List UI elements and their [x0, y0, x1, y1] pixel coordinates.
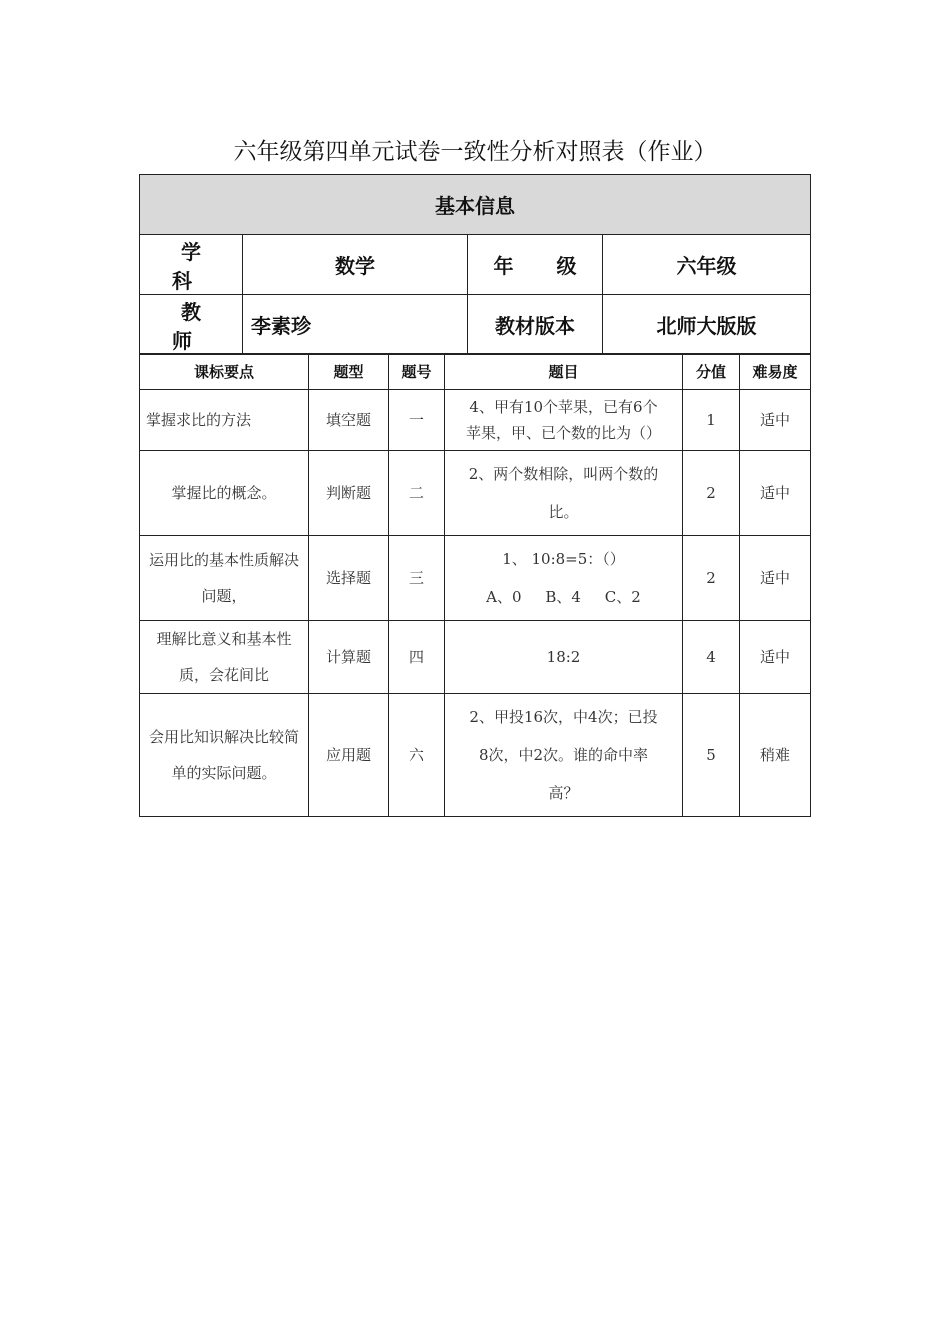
question-cell [445, 694, 683, 817]
basic-info-header: 基本信息 [140, 175, 811, 235]
score-cell: 4 [683, 621, 740, 694]
grade-value: 六年级 [603, 235, 811, 295]
score-cell: 2 [683, 536, 740, 621]
question-line: 1、 10:8=5：（） [502, 550, 625, 568]
table-row [140, 390, 811, 451]
point-cell: 掌握求比的方法 [140, 390, 309, 451]
question-cell [445, 390, 683, 451]
question-cell [445, 451, 683, 536]
teacher-label: 教 师 [140, 295, 243, 355]
edition-label: 教材版本 [468, 295, 603, 355]
question-cell [445, 536, 683, 621]
question-cell [445, 621, 683, 694]
subject-value: 数学 [243, 235, 468, 295]
question-line: 苹果，甲、已个数的比为（） [465, 424, 661, 442]
number-cell: 六 [389, 694, 445, 817]
column-header-score: 分值 [683, 354, 740, 390]
difficulty-cell: 稍难 [740, 694, 811, 817]
point-cell: 会用比知识解决比较简单的实际问题。 [140, 694, 309, 817]
column-header-type: 题型 [309, 354, 389, 390]
question-line: 2、甲投16次，中4次；已投 [469, 708, 658, 726]
question-line: 18:2 [546, 648, 581, 666]
subject-label: 学 科 [140, 235, 243, 295]
type-cell: 选择题 [309, 536, 389, 621]
table-row [140, 694, 811, 817]
score-cell: 5 [683, 694, 740, 817]
column-header-question: 题目 [445, 354, 683, 390]
column-header-number: 题号 [389, 354, 445, 390]
column-header-difficulty: 难易度 [740, 354, 811, 390]
score-cell: 1 [683, 390, 740, 451]
question-line: 8次，中2次。谁的命中率 [478, 746, 649, 764]
score-cell: 2 [683, 451, 740, 536]
type-cell: 计算题 [309, 621, 389, 694]
difficulty-cell: 适中 [740, 451, 811, 536]
column-header-point: 课标要点 [140, 354, 309, 390]
number-cell: 一 [389, 390, 445, 451]
number-cell: 三 [389, 536, 445, 621]
table-header-row [140, 354, 811, 390]
teacher-value: 李素珍 [243, 295, 468, 355]
grade-label: 年 级 [468, 235, 603, 295]
type-cell: 判断题 [309, 451, 389, 536]
table-row [140, 451, 811, 536]
basic-info-table [139, 174, 811, 355]
difficulty-cell: 适中 [740, 621, 811, 694]
number-cell: 二 [389, 451, 445, 536]
number-cell: 四 [389, 621, 445, 694]
question-line: 4、甲有10个苹果，已有6个 [469, 398, 658, 416]
type-cell: 填空题 [309, 390, 389, 451]
table-row [140, 536, 811, 621]
difficulty-cell: 适中 [740, 536, 811, 621]
edition-value: 北师大版版 [603, 295, 811, 355]
table-row [140, 621, 811, 694]
point-cell: 掌握比的概念。 [140, 451, 309, 536]
page-title: 六年级第四单元试卷一致性分析对照表（作业） [233, 139, 717, 165]
question-line: 高？ [548, 784, 579, 802]
question-line: A、0 B、4 C、2 [486, 588, 641, 606]
point-cell: 运用比的基本性质解决问题， [140, 536, 309, 621]
point-cell: 理解比意义和基本性质，会花间比 [140, 621, 309, 694]
question-line: 比。 [548, 503, 579, 521]
analysis-table [139, 353, 811, 817]
type-cell: 应用题 [309, 694, 389, 817]
difficulty-cell: 适中 [740, 390, 811, 451]
question-line: 2、两个数相除，叫两个数的 [468, 465, 659, 483]
